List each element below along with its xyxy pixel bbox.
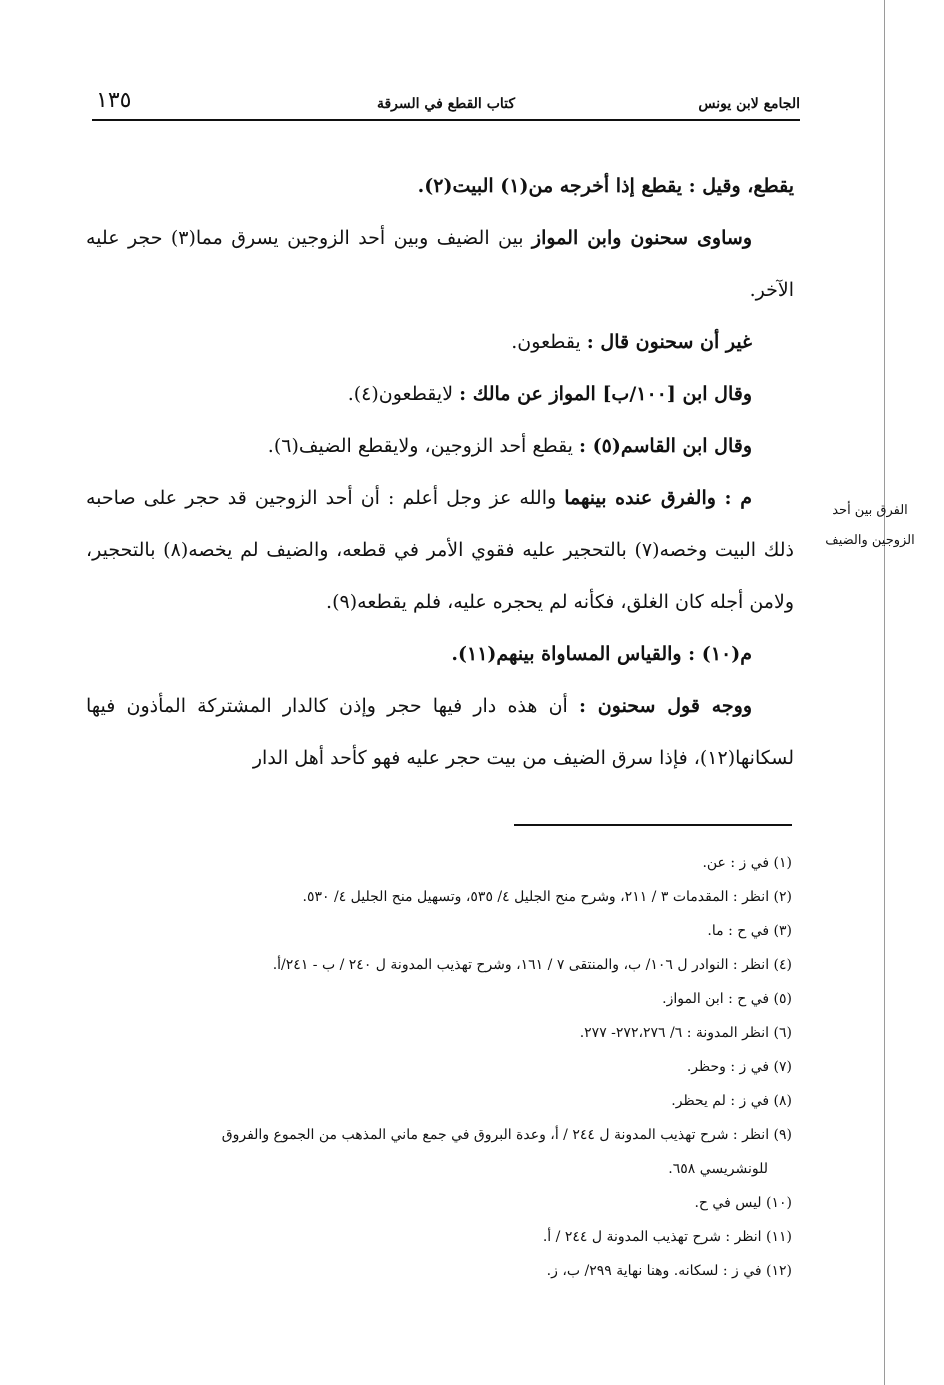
margin-note: [808, 496, 932, 556]
paragraph-3-bold: غير أن سحنون قال :: [586, 331, 752, 353]
header-author: الجامع لابن يونس: [698, 96, 800, 112]
footnote-5: (٥) في ح : ابن المواز.: [662, 991, 792, 1007]
footnote-2: (٢) انظر : المقدمات ٣ / ٢١١، وشرح منح الجليل ٤/ ٥٣٥، وتسهيل منح الجليل ٤/ ٥٣٠.: [302, 889, 792, 905]
paragraph-2-bold: وساوى سحنون وابن المواز: [531, 227, 752, 249]
paragraph-3: [86, 316, 794, 368]
margin-note-line-1: الفرق بين أحد: [832, 503, 908, 518]
page-edge-line: [884, 0, 885, 1385]
paragraph-4-bold: وقال ابن [١٠٠/ب] المواز عن مالك :: [459, 383, 752, 405]
footnote-10: (١٠) ليس في ح.: [694, 1195, 792, 1211]
paragraph-3-text: يقطعون.: [511, 331, 587, 353]
paragraph-4-text: لايقطعون(٤).: [347, 383, 460, 405]
running-header: [92, 88, 800, 120]
paragraph-6-bold: م : والفرق عنده بينهما: [564, 487, 752, 509]
paragraph-2-text: بين الضيف وبين أحد الزوجين يسرق مما(٣) حجر عليه الآخر.: [86, 227, 794, 301]
footnote-6: (٦) انظر المدونة : ٦/ ٢٧٢،٢٧٦- ٢٧٧.: [579, 1025, 792, 1041]
footnote-12: (١٢) في ز : لسكانه. وهنا نهاية ٢٩٩/ ب، ز.: [546, 1263, 792, 1279]
footnote-9-continuation: للونشريسي ٦٥٨.: [668, 1161, 768, 1177]
footnotes: [86, 846, 792, 1288]
paragraph-7-bold: م(١٠) : والقياس المساواة بينهم(١١).: [451, 643, 752, 665]
margin-note-line-2: الزوجين والضيف: [825, 533, 915, 548]
footnote-11: (١١) انظر : شرح تهذيب المدونة ل ٢٤٤ / أ.: [542, 1229, 792, 1245]
footnote-3: (٣) في ح : ما.: [707, 923, 792, 939]
footnote-8: (٨) في ز : لم يحظر.: [671, 1093, 792, 1109]
paragraph-4: [86, 368, 794, 420]
paragraph-6: [86, 472, 794, 628]
paragraph-5: [86, 420, 794, 472]
paragraph-1: [86, 160, 794, 212]
paragraph-8-text: أن هذه دار فيها حجر وإذن كالدار المشتركة المأذون فيها لسكانها(١٢)، فإذا سرق الضيف من بيت حجر عليه فهو كأحد أهل الدار: [86, 695, 794, 769]
paragraph-6-text: والله عز وجل أعلم : أن أحد الزوجين قد حجر على صاحبه ذلك البيت وخصه(٧) بالتحجير عليه فقوي الأمر في قطعه، والضيف لم يخصه(٨) بالتحجير، ولامن أجله كان الغلق، فكأنه لم يحجره عليه، فلم يقطعه(٩).: [86, 487, 795, 613]
footnote-7: (٧) في ز : وحظر.: [686, 1059, 792, 1075]
paragraph-8: [86, 680, 794, 784]
header-book-title: كتاب القطع في السرقة: [376, 96, 516, 112]
footnote-1: (١) في ز : عن.: [702, 855, 792, 871]
main-text: [86, 160, 794, 784]
footnote-rule: [514, 824, 792, 826]
paragraph-5-bold: وقال ابن القاسم(٥) :: [579, 435, 752, 457]
paragraph-2: [86, 212, 794, 316]
paragraph-5-text: يقطع أحد الزوجين، ولايقطع الضيف(٦).: [267, 435, 580, 457]
paragraph-7: [86, 628, 794, 680]
page-number: ١٣٥: [96, 88, 132, 113]
header-rule: [92, 119, 800, 121]
paragraph-1-text: يقطع، وقيل : يقطع إذا أخرجه من(١) البيت(٢).: [417, 175, 794, 197]
footnote-4: (٤) انظر : النوادر ل ١٠٦/ ب، والمنتقى ٧ / ١٦١، وشرح تهذيب المدونة ل ٢٤٠ / ب - ٢٤١/أ.: [272, 957, 792, 973]
paragraph-8-bold: ووجه قول سحنون :: [579, 695, 752, 717]
footnote-9: (٩) انظر : شرح تهذيب المدونة ل ٢٤٤ / أ، وعدة البروق في جمع ماني المذهب من الجموع والفروق: [221, 1127, 792, 1143]
